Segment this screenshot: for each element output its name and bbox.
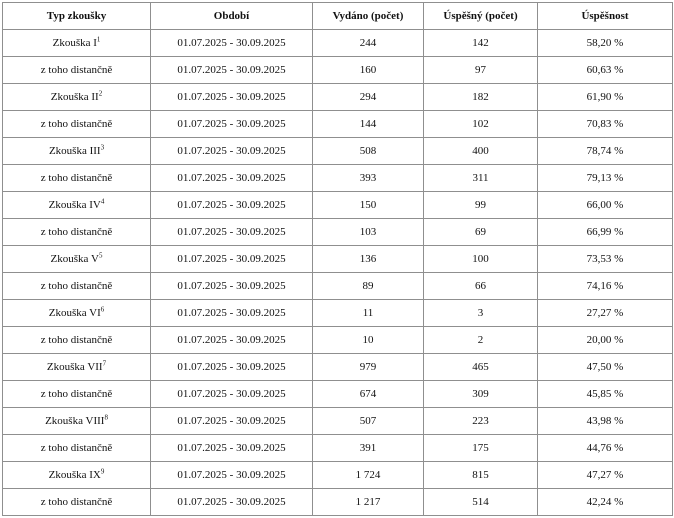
table-row <box>3 165 673 192</box>
cell-exam-type <box>3 30 151 57</box>
cell-success-rate: 66,99 % <box>538 219 673 246</box>
cell-issued-count: 144 <box>313 111 424 138</box>
table-row <box>3 57 673 84</box>
cell-period: 01.07.2025 - 30.09.2025 <box>151 300 313 327</box>
cell-exam-type <box>3 489 151 516</box>
table-row <box>3 381 673 408</box>
exam-type-label: Zkouška VI <box>48 307 101 319</box>
cell-success-rate: 70,83 % <box>538 111 673 138</box>
exam-type-label: z toho distančně <box>40 496 113 508</box>
cell-period: 01.07.2025 - 30.09.2025 <box>151 111 313 138</box>
cell-success-rate: 47,27 % <box>538 462 673 489</box>
cell-issued-count: 508 <box>313 138 424 165</box>
footnote-marker: 5 <box>98 251 103 260</box>
cell-exam-type <box>3 246 151 273</box>
cell-issued-count: 103 <box>313 219 424 246</box>
cell-period: 01.07.2025 - 30.09.2025 <box>151 462 313 489</box>
cell-successful-count: 100 <box>424 246 538 273</box>
cell-success-rate: 20,00 % <box>538 327 673 354</box>
cell-successful-count: 309 <box>424 381 538 408</box>
cell-exam-type <box>3 138 151 165</box>
cell-issued-count: 294 <box>313 84 424 111</box>
cell-exam-type <box>3 354 151 381</box>
cell-period: 01.07.2025 - 30.09.2025 <box>151 408 313 435</box>
exam-type-label: Zkouška VIII <box>45 415 105 427</box>
table-row <box>3 273 673 300</box>
exam-type-label: z toho distančně <box>40 442 113 454</box>
header-period: Období <box>151 3 313 30</box>
cell-success-rate: 73,53 % <box>538 246 673 273</box>
table-row <box>3 354 673 381</box>
cell-period: 01.07.2025 - 30.09.2025 <box>151 246 313 273</box>
cell-period: 01.07.2025 - 30.09.2025 <box>151 192 313 219</box>
cell-success-rate: 78,74 % <box>538 138 673 165</box>
cell-successful-count: 102 <box>424 111 538 138</box>
exam-type-label: z toho distančně <box>40 226 113 238</box>
footnote-marker: 1 <box>96 35 101 44</box>
cell-issued-count: 674 <box>313 381 424 408</box>
exam-type-label: z toho distančně <box>40 388 113 400</box>
cell-exam-type <box>3 219 151 246</box>
cell-period: 01.07.2025 - 30.09.2025 <box>151 327 313 354</box>
cell-exam-type <box>3 462 151 489</box>
exam-type-label: Zkouška VII <box>46 361 103 373</box>
cell-success-rate: 79,13 % <box>538 165 673 192</box>
cell-exam-type <box>3 192 151 219</box>
cell-issued-count: 11 <box>313 300 424 327</box>
table-row <box>3 489 673 516</box>
exam-type-label: Zkouška I <box>52 37 97 49</box>
cell-period: 01.07.2025 - 30.09.2025 <box>151 381 313 408</box>
exam-type-label: z toho distančně <box>40 334 113 346</box>
exam-type-label: Zkouška II <box>50 91 99 103</box>
exam-type-label: z toho distančně <box>40 280 113 292</box>
cell-period: 01.07.2025 - 30.09.2025 <box>151 57 313 84</box>
cell-success-rate: 45,85 % <box>538 381 673 408</box>
cell-issued-count: 160 <box>313 57 424 84</box>
cell-issued-count: 10 <box>313 327 424 354</box>
cell-successful-count: 69 <box>424 219 538 246</box>
cell-period: 01.07.2025 - 30.09.2025 <box>151 273 313 300</box>
header-success-rate: Úspěšnost <box>538 3 673 30</box>
table-row <box>3 219 673 246</box>
cell-success-rate: 44,76 % <box>538 435 673 462</box>
cell-exam-type <box>3 435 151 462</box>
cell-issued-count: 1 217 <box>313 489 424 516</box>
table-row <box>3 111 673 138</box>
cell-issued-count: 979 <box>313 354 424 381</box>
cell-issued-count: 244 <box>313 30 424 57</box>
exam-results-table-container <box>2 2 673 516</box>
cell-issued-count: 89 <box>313 273 424 300</box>
footnote-marker: 6 <box>100 305 105 314</box>
header-successful-count: Úspěšný (počet) <box>424 3 538 30</box>
table-row <box>3 300 673 327</box>
cell-period: 01.07.2025 - 30.09.2025 <box>151 354 313 381</box>
cell-exam-type <box>3 273 151 300</box>
cell-issued-count: 136 <box>313 246 424 273</box>
table-row <box>3 327 673 354</box>
cell-exam-type <box>3 111 151 138</box>
cell-success-rate: 74,16 % <box>538 273 673 300</box>
cell-successful-count: 465 <box>424 354 538 381</box>
footnote-marker: 9 <box>100 467 105 476</box>
footnote-marker: 4 <box>100 197 105 206</box>
footnote-marker: 2 <box>98 89 103 98</box>
cell-successful-count: 815 <box>424 462 538 489</box>
cell-successful-count: 97 <box>424 57 538 84</box>
table-row <box>3 246 673 273</box>
exam-results-table <box>2 2 673 516</box>
cell-successful-count: 142 <box>424 30 538 57</box>
exam-type-label: z toho distančně <box>40 172 113 184</box>
footnote-marker: 8 <box>104 413 108 422</box>
exam-type-label: z toho distančně <box>40 64 113 76</box>
cell-successful-count: 223 <box>424 408 538 435</box>
cell-issued-count: 507 <box>313 408 424 435</box>
cell-success-rate: 61,90 % <box>538 84 673 111</box>
cell-successful-count: 99 <box>424 192 538 219</box>
cell-period: 01.07.2025 - 30.09.2025 <box>151 84 313 111</box>
cell-period: 01.07.2025 - 30.09.2025 <box>151 219 313 246</box>
table-row <box>3 408 673 435</box>
cell-issued-count: 393 <box>313 165 424 192</box>
cell-success-rate: 42,24 % <box>538 489 673 516</box>
cell-period: 01.07.2025 - 30.09.2025 <box>151 165 313 192</box>
table-row <box>3 462 673 489</box>
cell-period: 01.07.2025 - 30.09.2025 <box>151 489 313 516</box>
header-issued-count: Vydáno (počet) <box>313 3 424 30</box>
exam-type-label: Zkouška IV <box>48 199 101 211</box>
cell-successful-count: 66 <box>424 273 538 300</box>
cell-issued-count: 1 724 <box>313 462 424 489</box>
exam-type-label: Zkouška V <box>50 253 99 265</box>
cell-exam-type <box>3 381 151 408</box>
exam-type-label: Zkouška IX <box>48 469 101 481</box>
cell-successful-count: 2 <box>424 327 538 354</box>
table-body <box>3 30 673 516</box>
cell-exam-type <box>3 84 151 111</box>
cell-exam-type <box>3 57 151 84</box>
footnote-marker: 7 <box>102 359 107 368</box>
cell-successful-count: 311 <box>424 165 538 192</box>
cell-successful-count: 514 <box>424 489 538 516</box>
cell-exam-type <box>3 327 151 354</box>
table-row <box>3 435 673 462</box>
header-exam-type: Typ zkoušky <box>3 3 151 30</box>
cell-exam-type <box>3 300 151 327</box>
cell-period: 01.07.2025 - 30.09.2025 <box>151 30 313 57</box>
table-row <box>3 30 673 57</box>
cell-period: 01.07.2025 - 30.09.2025 <box>151 138 313 165</box>
cell-period: 01.07.2025 - 30.09.2025 <box>151 435 313 462</box>
table-row <box>3 84 673 111</box>
cell-success-rate: 27,27 % <box>538 300 673 327</box>
cell-success-rate: 47,50 % <box>538 354 673 381</box>
cell-successful-count: 175 <box>424 435 538 462</box>
table-row <box>3 138 673 165</box>
cell-issued-count: 150 <box>313 192 424 219</box>
cell-exam-type <box>3 408 151 435</box>
cell-successful-count: 3 <box>424 300 538 327</box>
cell-success-rate: 66,00 % <box>538 192 673 219</box>
cell-successful-count: 182 <box>424 84 538 111</box>
cell-exam-type <box>3 165 151 192</box>
table-row <box>3 192 673 219</box>
table-header-row <box>3 3 673 30</box>
footnote-marker: 3 <box>100 143 105 152</box>
exam-type-label: Zkouška III <box>48 145 101 157</box>
cell-success-rate: 58,20 % <box>538 30 673 57</box>
cell-issued-count: 391 <box>313 435 424 462</box>
cell-success-rate: 60,63 % <box>538 57 673 84</box>
cell-success-rate: 43,98 % <box>538 408 673 435</box>
cell-successful-count: 400 <box>424 138 538 165</box>
exam-type-label: z toho distančně <box>40 118 113 130</box>
